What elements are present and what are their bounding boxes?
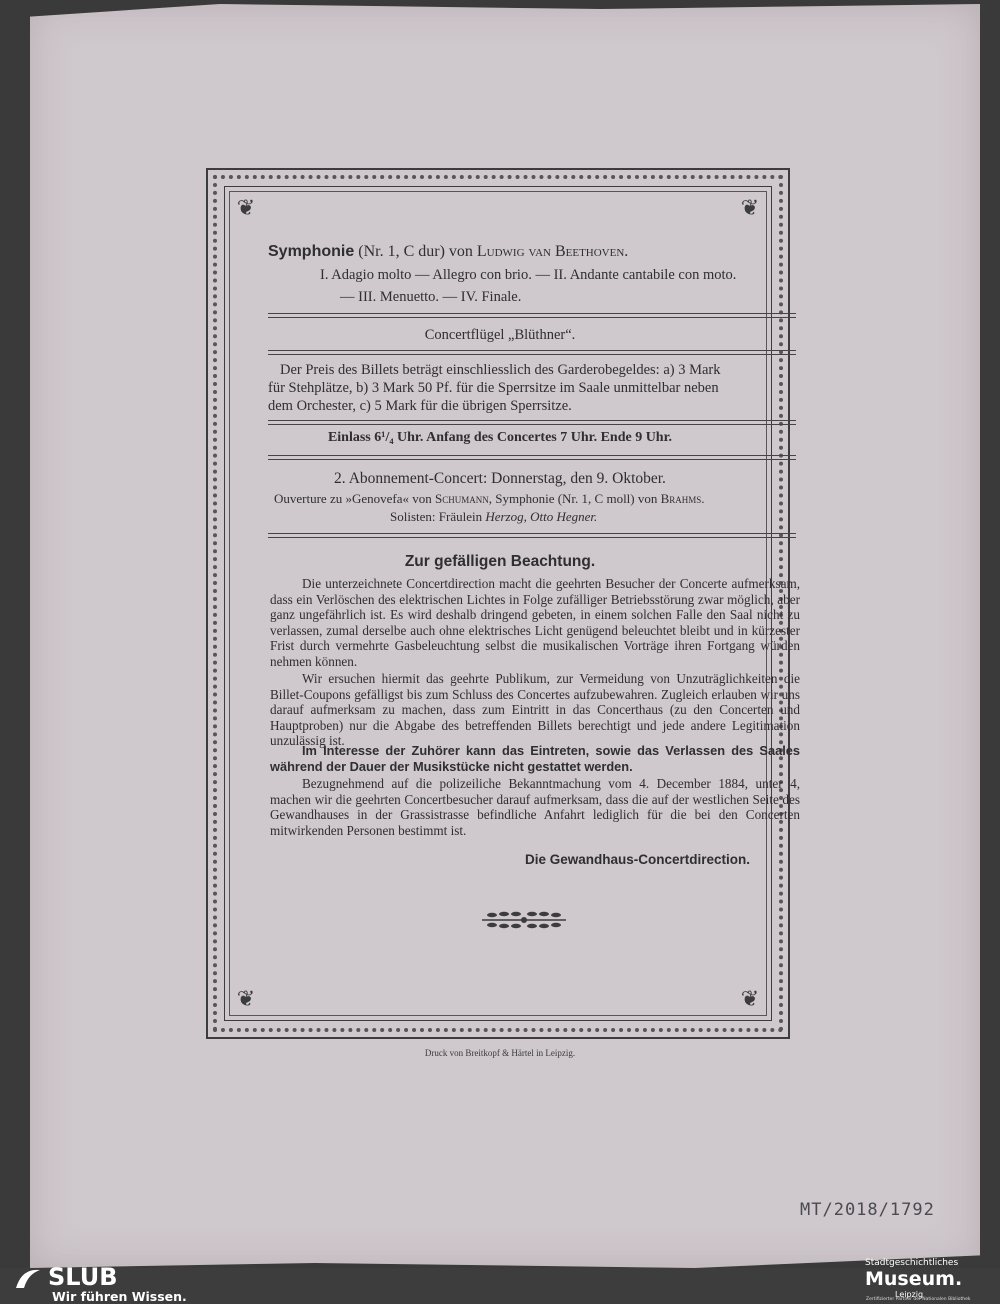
museum-label-top: Stadtgeschichtliches [865, 1258, 959, 1268]
price-line-2: für Stehplätze, b) 3 Mark 50 Pf. für die Sperrsitze im Saale unmittelbar neben [268, 380, 719, 396]
divider [268, 537, 796, 538]
divider [268, 455, 796, 456]
corner-ornament-icon: ❦ [740, 986, 760, 1011]
divider [268, 313, 796, 314]
divider [268, 317, 796, 318]
printer-imprint: Druck von Breitkopf & Härtel in Leipzig. [424, 1048, 576, 1058]
slub-logo-icon [14, 1266, 42, 1290]
notice-paragraph-1: Die unterzeichnete Concertdirection macht die geehrten Besucher der Concerte aufmerksam, dass ein Verlöschen des elektrischen Lichtes in Folge zufälliger Betriebsstörung zwar möglich, aber ganz ungefährlich ist. Es wird deshalb dringend gebeten, in einem solchen Falle den Saal nicht zu verlassen, zumal derselbe auch ohne elektrisches Licht genügend beleuchtet bleibt und in kürzester Frist durch vermehrte Gasbeleuchtung selbst die musikalischen Vorträge ihren Fortgang würden nehmen können. [270, 576, 800, 669]
concert-times: Einlass 6¹/₄ Uhr. Anfang des Concertes 7 Uhr. Ende 9 Uhr. [327, 430, 673, 445]
divider [268, 350, 796, 351]
notice-paragraph-3: Im Interesse der Zuhörer kann das Eintreten, sowie das Verlassen des Saales während der Dauer der Musikstücke nicht gestattet werden. [270, 743, 800, 774]
laurel-ornament-icon [478, 906, 570, 934]
symphony-movements-1: I. Adagio molto — Allegro con brio. — II. Andante cantabile con moto. [320, 267, 737, 283]
notice-heading: Zur gefälligen Beachtung. [404, 553, 596, 570]
notice-paragraph-4: Bezugnehmend auf die polizeiliche Bekanntmachung vom 4. December 1884, unter 4, machen wir die geehrten Concertbesucher darauf aufmerksam, dass die auf der westlichen Seite des Gewandhauses in der Grassistrasse befindliche Anfahrt lediglich für die bei den Concerten mitwirkenden Personen bestimmt ist. [270, 776, 800, 838]
divider [268, 354, 796, 355]
next-concert-soloists: Solisten: Fräulein Herzog, Otto Hegner. [390, 509, 598, 524]
divider [268, 424, 796, 425]
notice-paragraph-2: Wir ersuchen hiermit das geehrte Publikum, zur Vermeidung von Unzuträglichkeiten die Billet-Coupons gefälligst bis zum Schluss des Concertes aufzubewahren. Zugleich erlauben wir uns darauf aufmerksam zu machen, dass zum Eintritt in das Concerthaus (zu den Concerten und Hauptproben) nur die Abgabe des betreffenden Billets berechtigt und jede andere Legitimation unzulässig ist. [270, 671, 800, 749]
divider [268, 459, 796, 460]
corner-ornament-icon: ❦ [236, 986, 256, 1011]
concert-direction-signature: Die Gewandhaus-Concertdirection. [525, 852, 751, 867]
corner-ornament-icon: ❦ [236, 195, 256, 220]
slub-logo-text: SLUB [48, 1263, 118, 1291]
symphony-movements-2: — III. Menuetto. — IV. Finale. [340, 289, 522, 305]
museum-certification: Zertifizierter Partner der Nationalen Bibliothek [866, 1297, 971, 1302]
museum-city: Leipzig [895, 1290, 924, 1299]
next-concert-program: Ouverture zu »Genovefa« von Schumann, Symphonie (Nr. 1, C moll) von Brahms. [274, 491, 705, 506]
price-line-3: dem Orchester, c) 5 Mark für die übrigen Sperrsitze. [268, 398, 572, 414]
museum-label: Museum. [865, 1268, 963, 1290]
slub-tagline: Wir führen Wissen. [52, 1289, 187, 1304]
symphony-heading: Symphonie (Nr. 1, C dur) von Ludwig van Beethoven. [268, 243, 629, 260]
divider [268, 420, 796, 421]
divider [268, 533, 796, 534]
archive-signature: MT/2018/1792 [800, 1200, 935, 1220]
next-concert-title: 2. Abonnement-Concert: Donnerstag, den 9. Oktober. [334, 470, 666, 487]
corner-ornament-icon: ❦ [740, 195, 760, 220]
price-line-1: Der Preis des Billets beträgt einschliesslich des Garderobegeldes: a) 3 Mark [280, 362, 721, 378]
piano-note: Concertflügel „Blüthner“. [424, 327, 576, 343]
